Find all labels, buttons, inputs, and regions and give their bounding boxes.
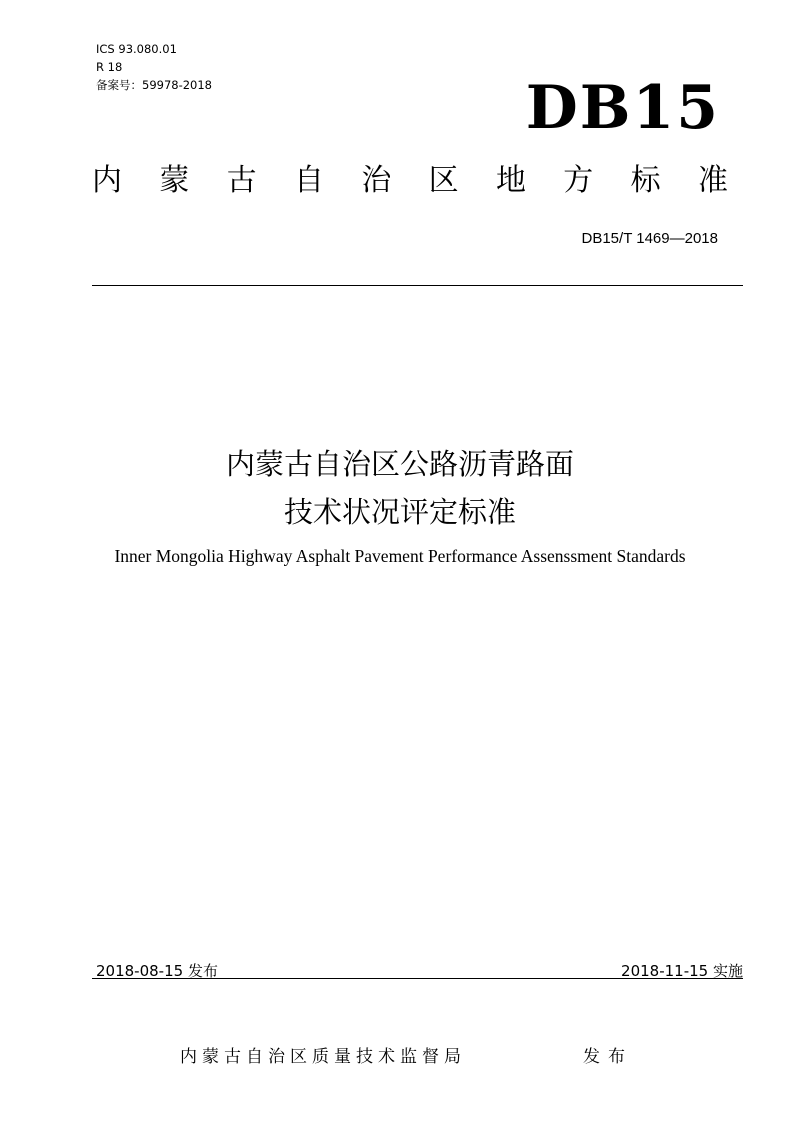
title-char: 蒙	[159, 163, 190, 198]
document-title-english: Inner Mongolia Highway Asphalt Pavement Performance Assenssment Standards	[114, 546, 686, 566]
title-char: 方	[563, 163, 594, 198]
title-char: 标	[630, 163, 661, 198]
issue-date: 2018-08-15 发布	[96, 962, 218, 980]
title-char: 准	[697, 163, 728, 198]
standard-category-title	[92, 163, 728, 198]
record-number: 备案号：59978-2018	[96, 78, 212, 92]
title-char: 内	[92, 163, 122, 198]
document-title-line2: 技术状况评定标准	[283, 495, 516, 529]
class-code: R 18	[96, 60, 123, 74]
bottom-divider	[92, 978, 743, 979]
title-char: 古	[226, 163, 257, 198]
standard-number: DB15/T 1469—2018	[581, 230, 718, 247]
implement-date: 2018-11-15 实施	[621, 962, 743, 980]
publish-word: 发布	[583, 1047, 633, 1067]
meta-block	[96, 40, 212, 94]
ics-code: ICS 93.080.01	[96, 42, 177, 56]
issuer-name: 内蒙古自治区质量技术监督局	[180, 1047, 466, 1067]
document-title-line1: 内蒙古自治区公路沥青路面	[225, 447, 574, 481]
title-char: 地	[495, 163, 526, 198]
db-code-logo: DB15	[525, 73, 720, 143]
title-char: 治	[361, 163, 392, 198]
title-char: 区	[428, 163, 459, 198]
top-divider	[92, 285, 743, 286]
title-char: 自	[293, 163, 324, 198]
